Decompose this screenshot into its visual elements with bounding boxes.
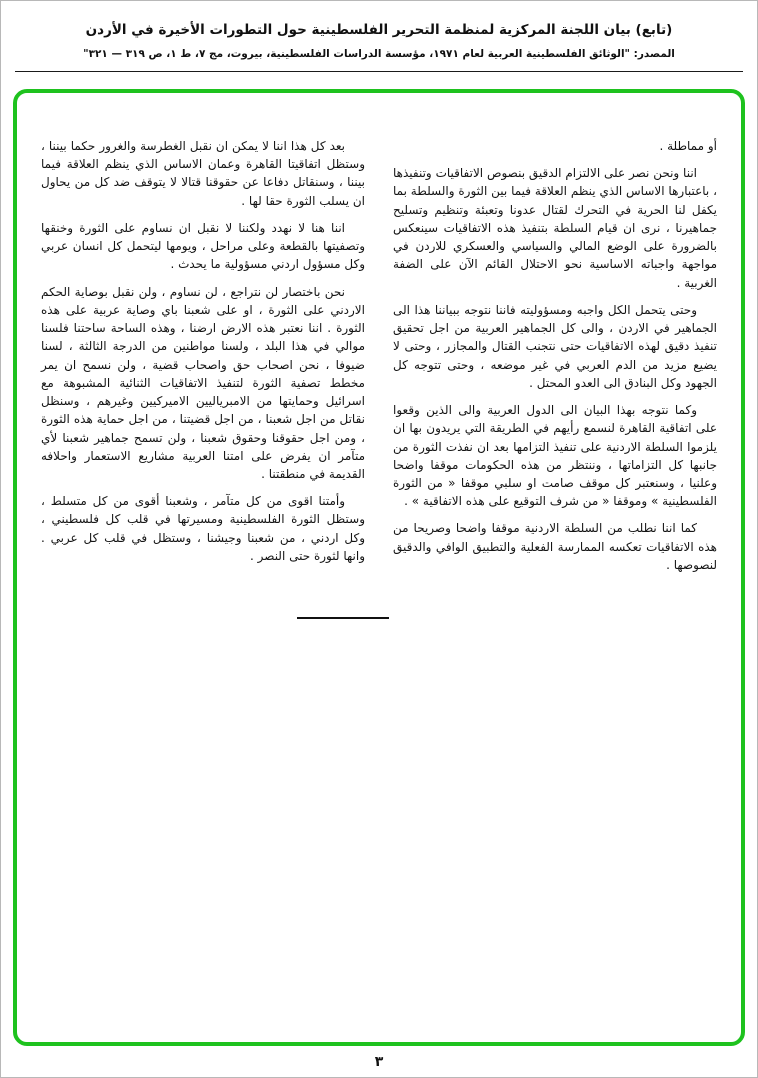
paragraph: كما اننا نطلب من السلطة الاردنية موقفا واضحا وصريحا من هذه الاتفاقيات تعكسه الممارسة الفعلية والتطبيق الوافي والدقيق لنصوصها .: [393, 521, 717, 572]
document-header: [1, 1, 757, 62]
paragraph: بعد كل هذا اننا لا يمكن ان نقبل الغطرسة والغرور حكما بيننا ، وستظل اتفاقيتا القاهرة وعمان الاساس الذي ينظم العلاقة فيما بيننا ، وسنقاتل دفاعا عن حقوقنا قتالا لا يتوقف ضد كل من يحاول ان يسلب الثورة حقا لها .: [41, 139, 365, 208]
paragraph: نحن باختصار لن نتراجع ، لن نساوم ، ولن نقبل بوصاية الحكم الاردني على الثورة ، او على شعبنا باي وصاية عربية على هذه الثورة . اننا نعتبر هذه الارض ارضنا ، وهذه الساحة ساحتنا فلسنا موالي في هذا البلد ، ولسنا مواطنين من الدرجة الثالثة ، لسنا ضيوفا ، نحن اصحاب حق واصحاب قضية ، ولن نسمح ان يمر مخطط تصفية الثورة لتنفيذ الاتفاقيات الثنائية المشبوهة مع اسرائيل وحمايتها من الامبرياليين الاميركيين وغيرهم ، وسنظل نقاتل من اجل شعبنا ، من اجل قضيتنا ، من اجل حماية هذه الثورة ، ومن اجل حقوقنا وحقوق شعبنا ، ولن تسمح جماهير شعبنا لأي متآمر ان يفرض على امتنا العربية مشاريع الاستعمار واحلافه القديمة في منطقتنا .: [41, 284, 365, 481]
header-rule: [15, 71, 743, 72]
paragraph: اننا هنا لا نهدد ولكننا لا نقبل ان نساوم على الثورة وخنقها وتصفيتها بالقطعة وعلى مراحل ، ويومها ليتحمل كل انسان عربي وكل مسؤول اردني مسؤولية ما يحدث .: [41, 220, 365, 272]
column-right: [393, 137, 717, 583]
document-title: (تابع) بيان اللجنة المركزية لمنظمة التحرير الفلسطينية حول التطورات الأخيرة في الأردن: [85, 22, 673, 38]
content-frame: [13, 89, 745, 1046]
source-line: المصدر: "الوثائق الفلسطينية العربية لعام ١٩٧١، مؤسسة الدراسات الفلسطينية، بيروت، مج ٧، ط ١، ص ٣١٩ — ٣٢١": [83, 48, 675, 61]
paragraph: أو مماطلة .: [659, 139, 717, 153]
paragraph: وأمتنا اقوى من كل متآمر ، وشعبنا أقوى من كل متسلط ، وستظل الثورة الفلسطينية ومسيرتها في قلب كل فلسطيني ، وكل اردني ، من شعبنا وجيشنا ، وستظل في قلب كل عربي . وانها لثورة حتى النصر .: [41, 494, 365, 563]
paragraph: اننا ونحن نصر على الالتزام الدقيق بنصوص الاتفاقيات وتنفيذها ، باعتبارها الاساس الذي ينظم العلاقة فيما بين الثورة والسلطة بما يكفل لنا الحرية في التحرك لقتال عدونا وتعبئة وتنظيم وتسليح جماهيرنا ، نرى ان قيام السلطة بتنفيذ هذه الاتفاقيات سينعكس بالضرورة على الوضع المالي والسياسي والعسكري للاردن في مواجهة واجباته الاساسية نحو الاحتلال القائم الآن على الضفة الغربية .: [393, 166, 717, 290]
paragraph: وكما نتوجه بهذا البيان الى الدول العربية والى الذين وقعوا على اتفاقية القاهرة لنسمع رأيهم في الطريقة التي يريدون بها ان يلزموا السلطة الاردنية على تنفيذ التزامها بعد ان نفذت الثورة من جانبها كل التزاماتها ، وننتظر من هذه الحكومات موقفا واضحا وعلنيا ، وسنعتبر كل موقف صامت او سلبي موقفا « من الثورة الفلسطينية » وموقفا « من شرف التوقيع على هذه الاتفاقية » .: [393, 403, 717, 509]
page-number: ٣: [374, 1054, 384, 1070]
section-divider: [297, 617, 389, 619]
paragraph: وحتى يتحمل الكل واجبه ومسؤوليته فاننا نتوجه ببياننا هذا الى الجماهير في الاردن ، والى كل الجماهير العربية من اجل تحقيق تنفيذ دقيق لهذه الاتفاقيات حتى نتجنب القتال والمجازر ، وحتى لا يضيع مزيد من الدم العربي في غير موضعه ، وحتى تتوجه كل الجهود وكل البنادق الى العدو المحتل .: [393, 302, 717, 390]
column-left: [41, 137, 365, 583]
text-columns: [41, 137, 717, 583]
